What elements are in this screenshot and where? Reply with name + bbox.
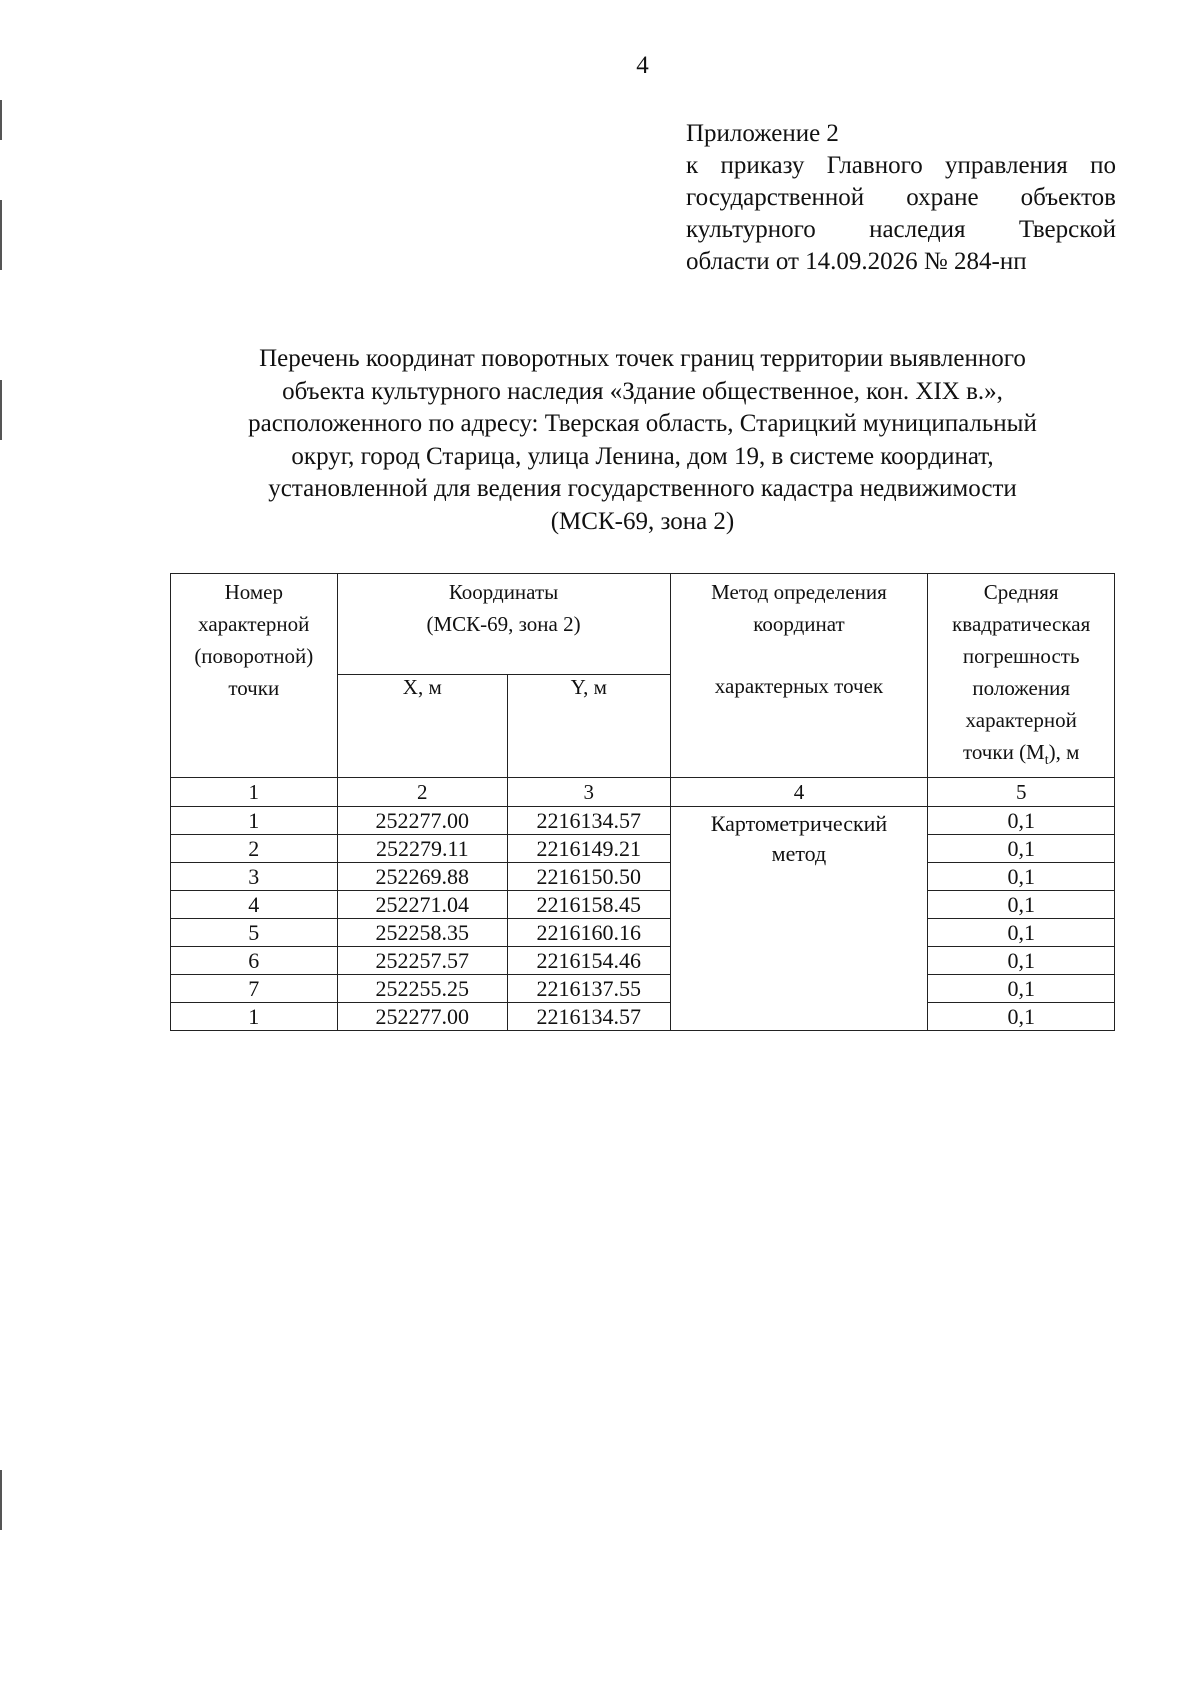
title-line: округ, город Старица, улица Ленина, дом 19, в системе координат, — [291, 442, 994, 470]
y-cell: 2216137.55 — [508, 975, 671, 1003]
table-row — [171, 863, 1115, 891]
table-row — [171, 919, 1115, 947]
y-cell: 2216134.57 — [508, 807, 671, 835]
y-cell: 2216158.45 — [508, 891, 671, 919]
scan-edge-mark — [0, 200, 2, 270]
point-number-cell: 1 — [171, 1003, 338, 1031]
column-number: 2 — [337, 778, 508, 807]
x-cell: 252257.57 — [337, 947, 508, 975]
error-cell: 0,1 — [928, 835, 1115, 863]
point-number-cell: 1 — [171, 807, 338, 835]
title-line: объекта культурного наследия «Здание общественное, кон. XIX в.», — [282, 377, 1003, 405]
header-mean-error: Средняя квадратическая погрешность положения характерной точки $(M_t)$, м — [928, 574, 1115, 778]
error-cell: 0,1 — [928, 863, 1115, 891]
x-cell: 252269.88 — [337, 863, 508, 891]
table-row — [171, 947, 1115, 975]
header-point-number: Номер характерной (поворотной) точки — [171, 574, 338, 778]
x-cell: 252258.35 — [337, 919, 508, 947]
header-coordinates: Координаты (МСК-69, зона 2) — [337, 574, 670, 675]
x-cell: 252271.04 — [337, 891, 508, 919]
title-line: установленной для ведения государственного кадастра недвижимости — [268, 475, 1017, 502]
appendix-line: культурного наследия Тверской — [686, 216, 1116, 243]
point-number-cell: 5 — [171, 919, 338, 947]
x-cell: 252277.00 — [337, 1003, 508, 1031]
table-row — [171, 835, 1115, 863]
column-number: 5 — [928, 778, 1115, 807]
error-cell: 0,1 — [928, 1003, 1115, 1031]
document-title — [160, 343, 1125, 538]
error-cell: 0,1 — [928, 807, 1115, 835]
title-line: (МСК-69, зона 2) — [550, 507, 735, 535]
method-cell: Картометрический метод — [670, 807, 928, 1031]
header-x: X, м — [337, 675, 508, 778]
table-row — [171, 1003, 1115, 1031]
point-number-cell: 2 — [171, 835, 338, 863]
appendix-block — [686, 118, 1116, 278]
scan-edge-mark — [0, 100, 2, 140]
column-number: 3 — [508, 778, 671, 807]
header-y: Y, м — [508, 675, 671, 778]
y-cell: 2216160.16 — [508, 919, 671, 947]
coordinates-table — [170, 573, 1115, 1031]
appendix-line: области от 14.09.2026 № 284-нп — [686, 248, 1027, 275]
error-cell: 0,1 — [928, 891, 1115, 919]
error-cell: 0,1 — [928, 947, 1115, 975]
appendix-line: Приложение 2 — [686, 120, 839, 147]
point-number-cell: 6 — [171, 947, 338, 975]
page-number: 4 — [636, 52, 649, 79]
column-number: 1 — [171, 778, 338, 807]
point-number-cell: 4 — [171, 891, 338, 919]
y-cell: 2216149.21 — [508, 835, 671, 863]
y-cell: 2216150.50 — [508, 863, 671, 891]
scan-edge-mark — [0, 1470, 2, 1530]
header-method: Метод определения координат характерных точек — [670, 574, 928, 778]
appendix-line: к приказу Главного управления по — [686, 152, 1116, 179]
y-cell: 2216134.57 — [508, 1003, 671, 1031]
column-number: 4 — [670, 778, 928, 807]
x-cell: 252255.25 — [337, 975, 508, 1003]
y-cell: 2216154.46 — [508, 947, 671, 975]
error-cell: 0,1 — [928, 975, 1115, 1003]
appendix-line: государственной охране объектов — [686, 184, 1116, 211]
scan-edge-mark — [0, 380, 2, 440]
x-cell: 252279.11 — [337, 835, 508, 863]
table-row — [171, 891, 1115, 919]
title-line: расположенного по адресу: Тверская область, Старицкий муниципальный — [248, 410, 1037, 437]
table-row — [171, 975, 1115, 1003]
error-cell: 0,1 — [928, 919, 1115, 947]
title-line: Перечень координат поворотных точек границ территории выявленного — [259, 345, 1026, 372]
point-number-cell: 3 — [171, 863, 338, 891]
x-cell: 252277.00 — [337, 807, 508, 835]
table-row — [171, 807, 1115, 835]
point-number-cell: 7 — [171, 975, 338, 1003]
